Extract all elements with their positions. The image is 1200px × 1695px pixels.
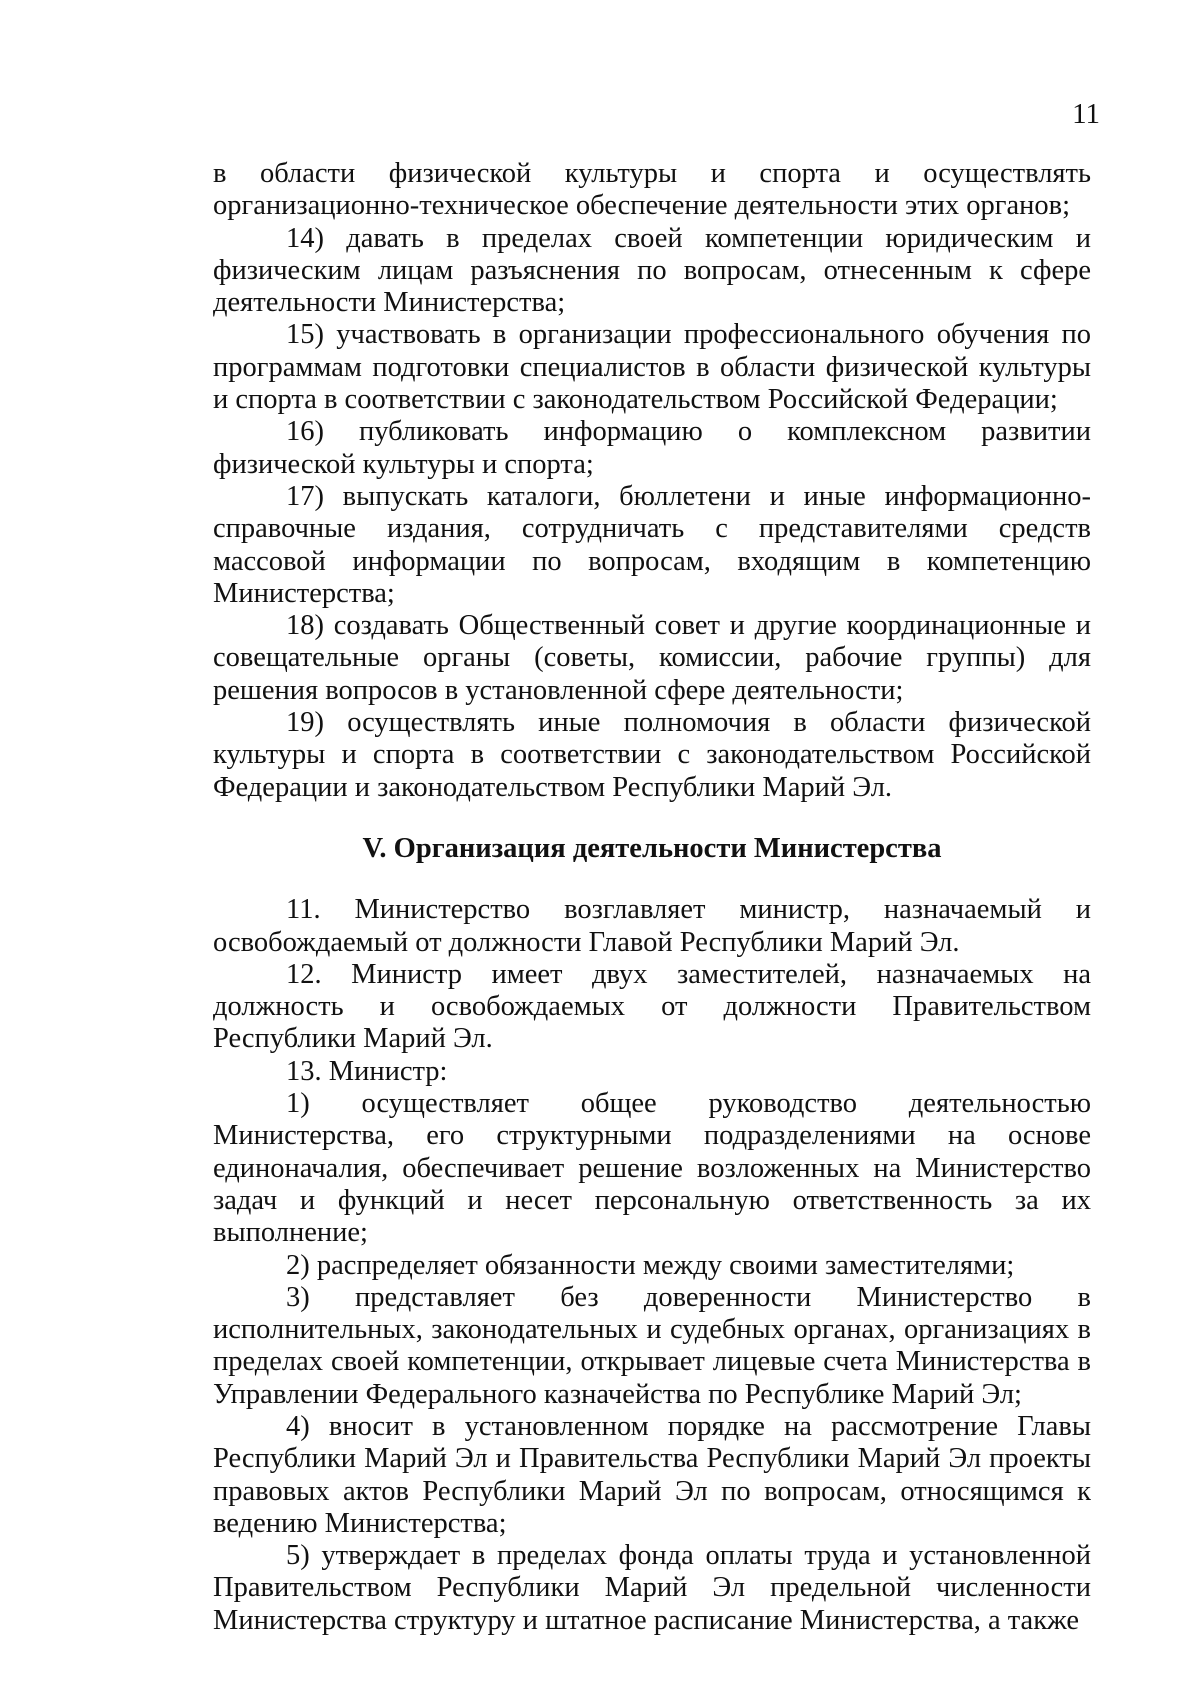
paragraph: 14) давать в пределах своей компетенции юридическим и физическим лицам разъяснения по вопросам, отнесенным к сфере деятельности Министерства;	[213, 222, 1091, 319]
paragraph: 18) создавать Общественный совет и другие координационные и совещательные органы (советы, комиссии, рабочие группы) для решения вопросов в установленной сфере деятельности;	[213, 610, 1091, 706]
section-heading: V. Организация деятельности Министерства	[362, 832, 942, 864]
paragraph: 3) представляет без доверенности Министерство в исполнительных, законодательных и судебных органах, организациях в пределах своей компетенции, открывает лицевые счета Министерства в Управлении Федерального казначейства по Республике Марий Эл;	[213, 1281, 1091, 1410]
paragraph: 12. Министр имеет двух заместителей, назначаемых на должность и освобождаемых от должности Правительством Республики Марий Эл.	[213, 958, 1091, 1055]
page-number: 11	[1072, 98, 1100, 130]
paragraph: 19) осуществлять иные полномочия в области физической культуры и спорта в соответствии с законодательством Российской Федерации и законодательством Республики Марий Эл.	[213, 707, 1091, 803]
paragraph: 11. Министерство возглавляет министр, назначаемый и освобождаемый от должности Главой Республики Марий Эл.	[213, 894, 1091, 958]
document-body	[213, 158, 1091, 1637]
paragraph: 2) распределяет обязанности между своими заместителями;	[286, 1249, 1015, 1281]
paragraph: 1) осуществляет общее руководство деятельностью Министерства, его структурными подразделениями на основе единоначалия, обеспечивает решение возложенных на Министерство задач и функций и несет персональную ответственность за их выполнение;	[213, 1088, 1091, 1249]
paragraph: 5) утверждает в пределах фонда оплаты труда и установленной Правительством Республики Марий Эл предельной численности Министерства структуру и штатное расписание Министерства, а также	[213, 1540, 1091, 1636]
paragraph: в области физической культуры и спорта и осуществлять организационно-техническое обеспечение деятельности этих органов;	[213, 158, 1091, 222]
paragraph: 17) выпускать каталоги, бюллетени и иные информационно-справочные издания, сотрудничать с представителями средств массовой информации по вопросам, входящим в компетенцию Министерства;	[213, 480, 1091, 609]
paragraph: 13. Министр:	[286, 1055, 448, 1087]
paragraph: 16) публиковать информацию о комплексном развитии физической культуры и спорта;	[213, 416, 1091, 480]
paragraph: 15) участвовать в организации профессионального обучения по программам подготовки специалистов в области физической культуры и спорта в соответствии с законодательством Российской Федерации;	[213, 319, 1091, 416]
paragraph: 4) вносит в установленном порядке на рассмотрение Главы Республики Марий Эл и Правительства Республики Марий Эл проекты правовых актов Республики Марий Эл по вопросам, относящимся к ведению Министерства;	[213, 1410, 1091, 1539]
